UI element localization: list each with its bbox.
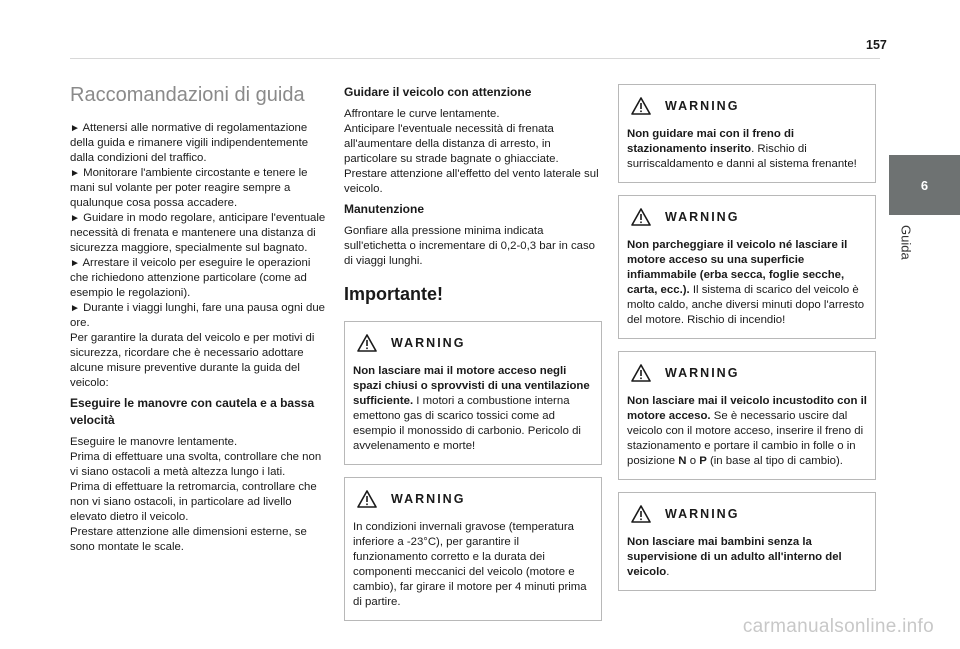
warning-title: WARNING <box>665 98 740 113</box>
important-heading: Importante! <box>344 284 443 304</box>
warning-body-text: o <box>686 455 700 467</box>
warning-text <box>353 364 593 454</box>
column-right <box>618 84 876 603</box>
warning-title: WARNING <box>665 365 740 380</box>
warning-box <box>618 351 876 480</box>
warning-text: In condizioni invernali gravose (temperatura inferiore a -23°C), per garantire il funzionamento corretto e la durata dei componenti meccanici del veicolo (motore e cambio), far girare il motore per 4 minuti prima di partire. <box>353 521 587 608</box>
bullet-item <box>70 121 328 166</box>
page-number: 157 <box>866 38 887 52</box>
warning-triangle-icon <box>631 97 651 115</box>
bullet-text: Monitorare l'ambiente circostante e tenere le mani sul volante per poter reagire sempre a qualunque cosa possa accadere. <box>70 167 308 209</box>
bullet-item <box>70 211 328 256</box>
warning-triangle-icon <box>357 490 377 508</box>
column-middle <box>344 84 602 633</box>
bullet-arrow-icon: ► <box>70 168 80 179</box>
paragraph: Eseguire le manovre lentamente. <box>70 436 238 448</box>
warning-box <box>618 195 876 339</box>
warning-box <box>344 477 602 621</box>
bullet-item <box>70 256 328 301</box>
warning-title: WARNING <box>391 491 466 506</box>
warning-triangle-icon <box>631 208 651 226</box>
warning-text <box>627 238 867 328</box>
warning-body-text: . Rischio di surriscaldamento e danni al sistema frenante! <box>627 143 857 170</box>
bullet-item <box>70 166 328 211</box>
bullet-text: Attenersi alle normative di regolamentazione della guida e rimanere vigili indipendentemente dalla condizioni del traffico. <box>70 122 309 164</box>
warning-box <box>344 321 602 465</box>
warning-bold-text: Non parcheggiare il veicolo né lasciare il motore acceso su una superficie infiammabile (erba secca, foglie secche, carta, ecc.). <box>627 239 848 296</box>
warning-header <box>631 97 867 115</box>
warning-header <box>357 334 593 352</box>
warning-body-text: (in base al tipo di cambio). <box>706 455 843 467</box>
warning-triangle-icon <box>357 334 377 352</box>
warning-body-text: Il sistema di scarico del veicolo è molto caldo, anche diversi minuti dopo l'arresto del motore. Rischio di incendio! <box>627 284 865 326</box>
gear-n-label: N <box>678 455 687 467</box>
paragraph: Prima di effettuare una svolta, controllare che non vi siano ostacoli a metà altezza lungo i lati. <box>70 451 322 478</box>
header-divider <box>70 58 880 59</box>
column-left <box>70 84 328 555</box>
warning-bold-text: Non lasciare mai il veicolo incustodito con il motore acceso. <box>627 395 867 422</box>
warning-title: WARNING <box>391 335 466 350</box>
bullet-arrow-icon: ► <box>70 213 80 224</box>
warning-body-text: I motori a combustione interna emettono gas di scarico tossici come ad esempio il monossido di carbonio. Pericolo di avvelenamento e morte! <box>353 395 581 452</box>
warning-header <box>631 364 867 382</box>
warning-box <box>618 492 876 591</box>
warning-header <box>631 505 867 523</box>
warning-header <box>357 490 593 508</box>
bullet-item <box>70 301 328 331</box>
warning-bold-text: Non lasciare mai bambini senza la supervisione di un adulto all'interno del veicolo <box>627 536 842 578</box>
paragraph: Anticipare l'eventuale necessità di frenata all'aumentare della distanza di arresto, in particolare su strade bagnate o ghiacciate. <box>344 123 559 165</box>
bullet-arrow-icon: ► <box>70 123 80 134</box>
subheading: Manutenzione <box>344 202 424 216</box>
warning-triangle-icon <box>631 505 651 523</box>
warning-text <box>627 127 867 172</box>
paragraph: Per garantire la durata del veicolo e per motivi di sicurezza, ricordare che è necessario adottare alcune misure preventive durante la guida del veicolo: <box>70 332 315 389</box>
warning-body-text: . <box>666 566 670 578</box>
chapter-tab[interactable]: 6 <box>889 155 960 215</box>
gear-p-label: P <box>699 455 707 467</box>
warning-title: WARNING <box>665 506 740 521</box>
subheading: Guidare il veicolo con attenzione <box>344 85 532 99</box>
paragraph: Prima di effettuare la retromarcia, controllare che non vi siano ostacoli, in particolare ad livello elevato dietro il veicolo. <box>70 481 317 523</box>
paragraph: Prestare attenzione all'effetto del vento laterale sul veicolo. <box>344 168 599 195</box>
paragraph: Gonfiare alla pressione minima indicata sull'etichetta o incrementare di 0,2-0,3 bar in caso di viaggi lunghi. <box>344 225 596 267</box>
warning-text <box>627 535 867 580</box>
bullet-arrow-icon: ► <box>70 258 80 269</box>
paragraph: Prestare attenzione alle dimensioni esterne, se sono montate le scale. <box>70 526 307 553</box>
bullet-text: Guidare in modo regolare, anticipare l'eventuale necessità di frenata e mantenere una distanza di sicurezza maggiore, specialmente sul bagnato. <box>70 212 326 254</box>
bullet-arrow-icon: ► <box>70 303 80 314</box>
paragraph: Affrontare le curve lentamente. <box>344 108 500 120</box>
bullet-text: Durante i viaggi lunghi, fare una pausa ogni due ore. <box>70 302 325 329</box>
warning-bold-text: Non lasciare mai il motore acceso negli spazi chiusi o sprovvisti di una ventilazione sufficiente. <box>353 365 590 407</box>
warning-bold-text: Non guidare mai con il freno di stazionamento inserito <box>627 128 795 155</box>
bullet-text: Arrestare il veicolo per eseguire le operazioni che richiedono attenzione particolare (come ad esempio le regolazioni). <box>70 257 311 299</box>
warning-body-text: Se è necessario uscire dal veicolo con il motore acceso, inserire il freno di stazionamento e portare il cambio in folle o in posizione <box>627 410 864 467</box>
chapter-label: Guida <box>898 224 914 260</box>
warning-text <box>627 394 867 469</box>
warning-header <box>631 208 867 226</box>
warning-box <box>618 84 876 183</box>
watermark: carmanualsonline.info <box>742 616 934 637</box>
section-title: Raccomandazioni di guida <box>70 84 305 106</box>
warning-title: WARNING <box>665 209 740 224</box>
subheading: Eseguire le manovre con cautela e a bassa velocità <box>70 396 315 427</box>
warning-triangle-icon <box>631 364 651 382</box>
